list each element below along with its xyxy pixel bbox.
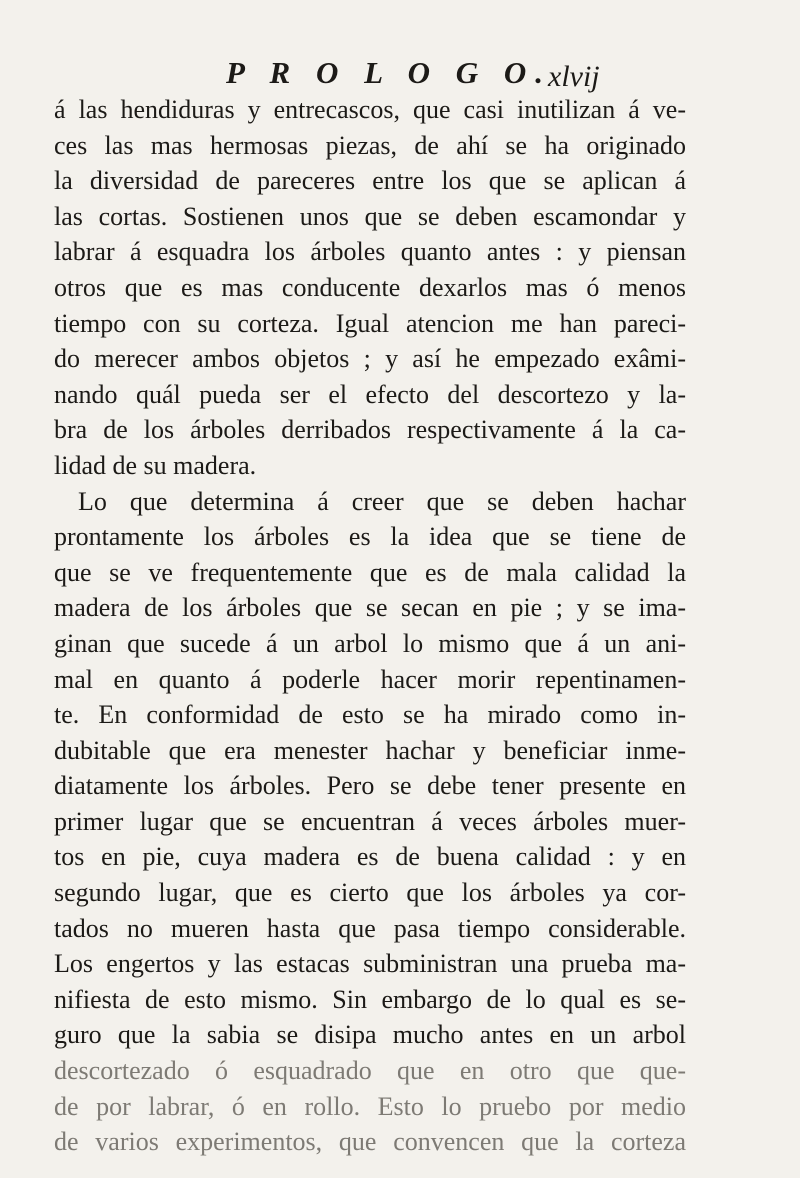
text-line: Los engertos y las estacas subministran una prueba ma- — [54, 949, 686, 979]
text-line: á las hendiduras y entrecascos, que casi inutilizan á ve- — [54, 95, 686, 124]
text-line: que se ve frequentemente que es de mala calidad la — [54, 557, 686, 587]
text-line: tados no mueren hasta que pasa tiempo considerable. — [54, 913, 686, 943]
text-line: do merecer ambos objetos ; y así he empezado exâmi- — [54, 344, 686, 374]
text-line: la diversidad de pareceres entre los que se aplican á — [54, 166, 686, 196]
text-line: lidad de su madera. — [54, 450, 257, 480]
text-line: nando quál pueda ser el efecto del descortezo y la- — [54, 379, 686, 409]
text-line: dubitable que era menester hachar y beneficiar inme- — [54, 735, 686, 765]
text-line: labrar á esquadra los árboles quanto antes : y piensan — [54, 237, 686, 267]
page-number: xlvij — [548, 60, 600, 93]
text-line: de varios experimentos, que convencen que la corteza — [54, 1127, 686, 1157]
text-line: tiempo con su corteza. Igual atencion me han pareci- — [54, 308, 686, 338]
text-line: primer lugar que se encuentran á veces árboles muer- — [54, 806, 686, 836]
text-line: tos en pie, cuya madera es de buena calidad : y en — [54, 842, 686, 872]
text-line: prontamente los árboles es la idea que se tiene de — [54, 522, 686, 552]
running-head-title: P R O L O G O. — [226, 55, 553, 90]
text-line: otros que es mas conducente dexarlos mas ó menos — [54, 272, 686, 302]
text-line: ces las mas hermosas piezas, de ahí se ha originado — [54, 130, 686, 160]
text-line: madera de los árboles que se secan en pie ; y se ima- — [54, 593, 686, 623]
text-line: segundo lugar, que es cierto que los árboles ya cor- — [54, 878, 686, 908]
running-head — [0, 50, 800, 96]
text-line: las cortas. Sostienen unos que se deben escamondar y — [54, 201, 686, 231]
text-line: diatamente los árboles. Pero se debe tener presente en — [54, 771, 686, 801]
body-text — [54, 92, 686, 1160]
text-line: te. En conformidad de esto se ha mirado como in- — [54, 700, 686, 730]
text-line: mal en quanto á poderle hacer morir repentinamen- — [54, 664, 686, 694]
paragraph-first-line: Lo que determina á creer que se deben hachar — [78, 486, 686, 516]
text-line: bra de los árboles derribados respectivamente á la ca- — [54, 415, 686, 445]
text-line: nifiesta de esto mismo. Sin embargo de lo qual es se- — [54, 984, 686, 1014]
text-line: guro que la sabia se disipa mucho antes en un arbol — [54, 1020, 686, 1050]
text-line: de por labrar, ó en rollo. Esto lo pruebo por medio — [54, 1091, 686, 1121]
text-line: ginan que sucede á un arbol lo mismo que á un ani- — [54, 628, 686, 658]
text-line: descortezado ó esquadrado que en otro que que- — [54, 1056, 686, 1086]
